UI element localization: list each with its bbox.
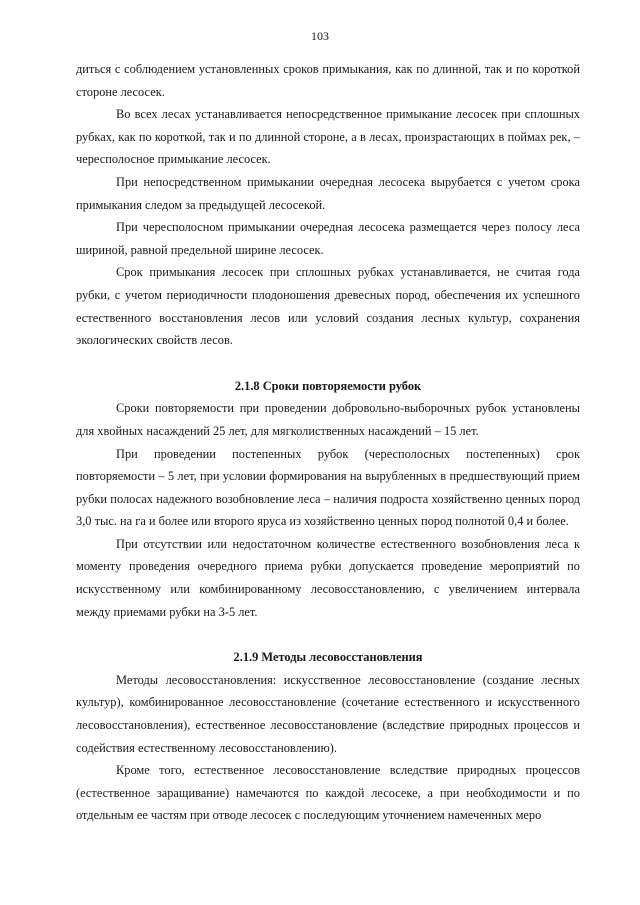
spacer: [76, 623, 580, 646]
paragraph: При непосредственном примыкании очередная лесосека вырубается с учетом срока примыкания следом за предыдущей лесосекой.: [76, 174, 580, 212]
paragraph: При отсутствии или недостаточном количестве естественного возобновления леса к моменту проведения очередного приема рубки допускается проведение мероприятий по искусственному или комбинированному лесовосстановлению, с увеличением интервала между приемами рубки на 3-5 лет.: [76, 536, 580, 619]
page-number: 103: [311, 29, 329, 43]
paragraph: Сроки повторяемости при проведении добровольно-выборочных рубок установлены для хвойных насаждений 25 лет, для мягколиственных насаждений – 15 лет.: [76, 401, 580, 438]
paragraph-continuation: диться с соблюдением установленных сроков примыкания, как по длинной, так и по короткой стороне лесосек.: [76, 62, 580, 99]
section-heading-2-1-9: 2.1.9 Методы лесовосстановления: [233, 650, 423, 665]
paragraph: Срок примыкания лесосек при сплошных рубках устанавливается, не считая года рубки, с учетом периодичности плодоношения древесных пород, обеспечения их успешного естественного восстановления лесов или условий создания лесных культур, сохранения экологических свойств лесов.: [76, 265, 580, 348]
paragraph: Кроме того, естественное лесовосстановление вследствие природных процессов (естественное заращивание) намечаются по каждой лесосеке, а при необходимости и по отдельным ее частям при отводе лесосек с последующим уточнением намеченных меро: [76, 763, 580, 823]
paragraph: При чересполосном примыкании очередная лесосека размещается через полосу леса шириной, равной предельной ширине лесосек.: [76, 220, 580, 257]
paragraph: Во всех лесах устанавливается непосредственное примыкание лесосек при сплошных рубках, как по короткой, так и по длинной стороне, а в лесах, произрастающих в поймах рек, – чересполосное примыкание лесосек.: [76, 107, 580, 167]
paragraph: Методы лесовосстановления: искусственное лесовосстановление (создание лесных культур), комбинированное лесовосстановление (сочетание естественного и искусственного лесовосстановления), естественное лесовосстановление (вследствие природных процессов и содействия естественному лесовосстановлению).: [76, 672, 580, 755]
section-heading-2-1-8: 2.1.8 Сроки повторяемости рубок: [234, 378, 422, 393]
spacer: [76, 352, 580, 375]
paragraph: При проведении постепенных рубок (чересполосных постепенных) срок повторяемости – 5 лет, при условии формирования на вырубленных в предшествующий прием рубки полосах надежного возобновление леса – наличия подроста хозяйственно ценных пород 3,0 тыс. на га и более или второго яруса из хозяйственно ценных пород полнотой 0,4 и более.: [76, 446, 580, 529]
document-body: [76, 58, 580, 827]
